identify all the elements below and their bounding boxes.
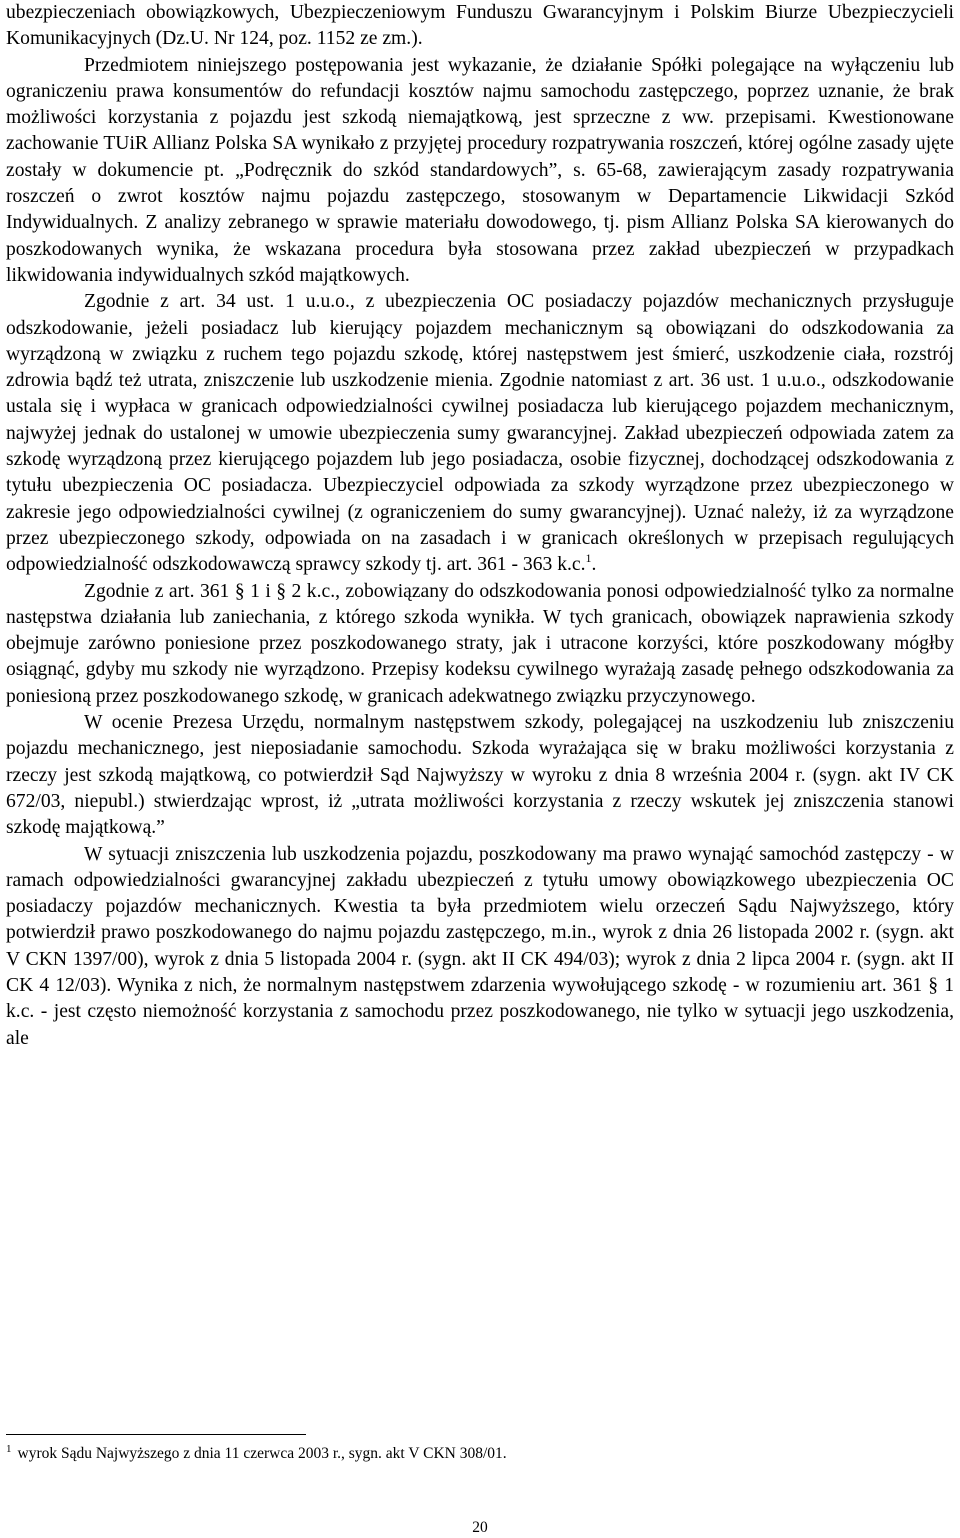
paragraph-art34	[6, 289, 954, 578]
document-page	[6, 0, 954, 1537]
paragraph-art361: Zgodnie z art. 361 § 1 i § 2 k.c., zobowiązany do odszkodowania ponosi odpowiedzialność tylko za normalne następstwa działania lub zaniechania, z którego szkoda wynikła. W tych granicach, obowiązek naprawienia szkody obejmuje zarówno poniesione przez poszkodowanego straty, jak i utracone korzyści, które poszkodowany mógłby osiągnąć, gdyby mu szkody nie wyrządzono. Przepisy kodeksu cywilnego wyrażają zasadę pełnego odszkodowania za poniesioną przez poszkodowanego szkodę, w granicach adekwatnego związku przyczynowego.	[6, 580, 954, 707]
paragraph-art34-end: .	[591, 554, 597, 576]
main-text	[6, 0, 954, 1052]
paragraph-subject: Przedmiotem niniejszego postępowania jest wykazanie, że działanie Spółki polegające na wyłączeniu lub ograniczeniu prawa konsumentów do refundacji kosztów najmu samochodu zastępczego, poprzez uznanie, że brak możliwości korzystania z pojazdu jest szkodą niemajątkową, jest sprzeczne z ww. przepisami. Kwestionowane zachowanie TUiR Allianz Polska SA wynikało z przyjętej procedury rozpatrywania roszczeń, której ogólne zasady ujęte zostały w dokumencie pt. „Podręcznik do szkód standardowych”, s. 65-68, zawierającym zasady rozpatrywania roszczeń o zwrot kosztów najmu pojazdu zastępczego, stosowanym w Departamencie Likwidacji Szkód Indywidualnych. Z analizy zebranego w sprawie materiału dowodowego, tj. pism Allianz Polska SA kierowanych do poszkodowanych wynika, że wskazana procedura była stosowana przez zakład ubezpieczeń w przypadkach likwidowania indywidualnych szkód majątkowych.	[6, 54, 954, 286]
footnote	[6, 1444, 946, 1464]
footnote-marker: 1	[6, 1442, 12, 1455]
paragraph-replacement-car: W sytuacji zniszczenia lub uszkodzenia pojazdu, poszkodowany ma prawo wynająć samochód zastępczy - w ramach odpowiedzialności gwarancyjnej zakładu ubezpieczeń z tytułu umowy obowiązkowego ubezpieczenia OC posiadaczy pojazdów mechanicznych. Kwestia ta była przedmiotem wielu orzeczeń Sądu Najwyższego, który potwierdził prawo poszkodowanego do najmu pojazdu zastępczego, m.in., wyrok z dnia 26 listopada 2002 r. (sygn. akt V CKN 1397/00), wyrok z dnia 5 listopada 2004 r. (sygn. akt II CK 494/03); wyrok z dnia 2 lipca 2004 r. (sygn. akt II CK 4 12/03). Wynika z nich, że normalnym następstwem zdarzenia wywołującego szkodę - w rozumieniu art. 361 § 1 k.c. - jest często niemożność korzystania z samochodu przez poszkodowanego, nie tylko w sytuacji jego uszkodzenia, ale	[6, 843, 954, 1049]
footnote-text: wyrok Sądu Najwyższego z dnia 11 czerwca 2003 r., sygn. akt V CKN 308/01.	[17, 1445, 507, 1462]
paragraph-continuation: ubezpieczeniach obowiązkowych, Ubezpieczeniowym Funduszu Gwarancyjnym i Polskim Biurze Ubezpieczycieli Komunikacyjnych (Dz.U. Nr 124, poz. 1152 ze zm.).	[6, 2, 954, 50]
paragraph-president-opinion: W ocenie Prezesa Urzędu, normalnym następstwem szkody, polegającej na uszkodzeniu lub zniszczeniu pojazdu mechanicznego, jest nieposiadanie samochodu. Szkoda wyrażająca się w braku możliwości korzystania z rzeczy jest szkodą majątkową, co potwierdził Sąd Najwyższy w wyroku z dnia 8 września 2004 r. (sygn. akt IV CK 672/03, niepubl.) stwierdzając wprost, iż „utrata możliwości korzystania z rzeczy wskutek jej zniszczenia stanowi szkodę majątkową.”	[6, 712, 954, 839]
footnote-separator	[6, 1434, 306, 1435]
paragraph-art34-text: Zgodnie z art. 34 ust. 1 u.u.o., z ubezpieczenia OC posiadaczy pojazdów mechanicznych przysługuje odszkodowanie, jeżeli posiadacz lub kierujący pojazdem mechanicznym są obowiązani do odszkodowania za wyrządzoną w związku z ruchem tego pojazdu szkodę, której następstwem jest śmierć, uszkodzenie ciała, rozstrój zdrowia bądź też utrata, zniszczenie lub uszkodzenie mienia. Zgodnie natomiast z art. 36 ust. 1 u.u.o., odszkodowanie ustala się i wypłaca w granicach odpowiedzialności cywilnej posiadacza lub kierującego pojazdem mechanicznym, najwyżej jednak do ustalonej w umowie ubezpieczenia sumy gwarancyjnej. Zakład ubezpieczeń odpowiada zatem za szkodę wyrządzoną przez kierującego pojazdem lub jego posiadacza, osobie fizycznej, dochodzącej odszkodowania z tytułu ubezpieczenia OC posiadacza. Ubezpieczyciel odpowiada za szkody wyrządzone przez ubezpieczonego w zakresie jego odpowiedzialności cywilnej (z ograniczeniem do sumy gwarancyjnej). Uznać należy, iż za wyrządzone przez ubezpieczonego szkody, odpowiada on na zasadach i w granicach określonych w przepisach regulujących odpowiedzialność odszkodowawczą sprawcy szkody tj. art. 361 - 363 k.c.	[6, 291, 954, 576]
footnote-reference: 1	[585, 550, 592, 565]
page-number: 20	[472, 1519, 488, 1536]
